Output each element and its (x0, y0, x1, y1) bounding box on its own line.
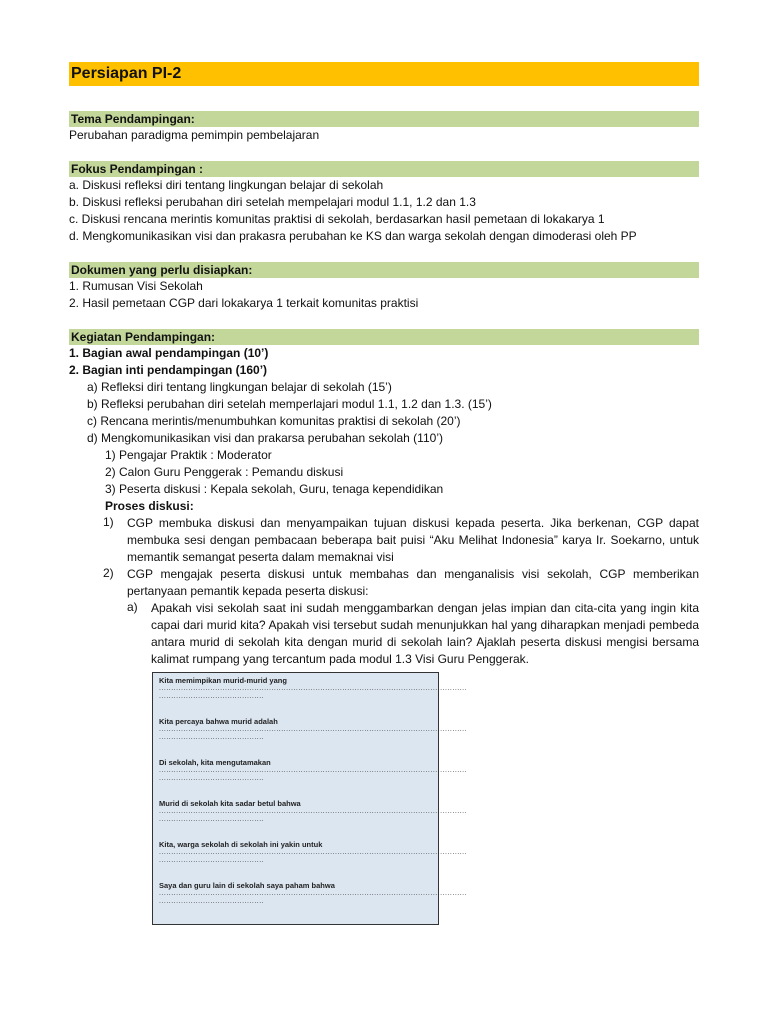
kegiatan-part-2: 2. Bagian inti pendampingan (160’) (69, 363, 268, 377)
subproses-item-a (127, 600, 699, 668)
section-heading-fokus: Fokus Pendampingan : (69, 161, 699, 177)
proses-item-2 (87, 566, 699, 600)
kegiatan-sub-c: c) Rencana merintis/menumbuhkan komunitas praktisi di sekolah (20’) (87, 414, 461, 428)
proses-item-number: 2) (103, 566, 114, 580)
proses-item-text: CGP mengajak peserta diskusi untuk membahas dan menganalisis visi sekolah, CGP memberikan pertanyaan pemantik kepada peserta diskusi: (127, 567, 699, 598)
form-item (159, 881, 468, 922)
proses-item-number: 1) (103, 515, 114, 529)
form-item-label: Saya dan guru lain di sekolah saya paham bahwa (159, 881, 335, 890)
form-item (159, 840, 468, 881)
form-blank-line: ........................................... (159, 693, 265, 700)
form-blank-line: .............................................................................................................................. (159, 767, 468, 774)
form-item (159, 758, 468, 799)
tema-text: Perubahan paradigma pemimpin pembelajaran (69, 128, 320, 142)
role-item-3: 3) Peserta diskusi : Kepala sekolah, Guru, tenaga kependidikan (105, 482, 444, 496)
proses-item-1 (87, 515, 699, 566)
role-item-1: 1) Pengajar Praktik : Moderator (105, 448, 272, 462)
form-blank-line: ........................................... (159, 898, 265, 905)
form-item-label: Di sekolah, kita mengutamakan (159, 758, 271, 767)
subproses-item-text: Apakah visi sekolah saat ini sudah menggambarkan dengan jelas impian dan cita-cita yang ingin kita capai dari murid kita? Apakah visi tersebut sudah menunjukkan hal yang diharapkan menjadi pembeda antara murid di sekolah kita dengan murid di sekolah lain? Ajaklah peserta diskusi mengisi bersama kalimat rumpang yang tercantum pada modul 1.3 Visi Guru Penggerak. (151, 601, 699, 666)
section-heading-dokumen: Dokumen yang perlu disiapkan: (69, 262, 699, 278)
kegiatan-part-1: 1. Bagian awal pendampingan (10’) (69, 346, 269, 360)
fokus-item-b: b. Diskusi refleksi perubahan diri setelah mempelajari modul 1.1, 1.2 dan 1.3 (69, 195, 476, 209)
form-blank-line: .............................................................................................................................. (159, 685, 468, 692)
dokumen-item-1: 1. Rumusan Visi Sekolah (69, 279, 203, 293)
section-heading-kegiatan: Kegiatan Pendampingan: (69, 329, 699, 345)
dokumen-item-2: 2. Hasil pemetaan CGP dari lokakarya 1 terkait komunitas praktisi (69, 296, 419, 310)
form-item (159, 676, 468, 717)
form-blank-line: .............................................................................................................................. (159, 890, 468, 897)
document-page (69, 62, 699, 668)
fokus-item-d: d. Mengkomunikasikan visi dan prakasra perubahan ke KS dan warga sekolah dengan dimoderasi oleh PP (69, 229, 637, 243)
page-title: Persiapan PI-2 (69, 62, 699, 86)
fokus-item-c: c. Diskusi rencana merintis komunitas praktisi di sekolah, berdasarkan hasil pemetaan di lokakarya 1 (69, 212, 605, 226)
form-blank-line: ........................................... (159, 734, 265, 741)
form-item-label: Kita percaya bahwa murid adalah (159, 717, 278, 726)
form-blank-line: .............................................................................................................................. (159, 726, 468, 733)
kegiatan-sub-a: a) Refleksi diri tentang lingkungan belajar di sekolah (15’) (87, 380, 392, 394)
form-blank-line: ........................................... (159, 857, 265, 864)
section-heading-tema: Tema Pendampingan: (69, 111, 699, 127)
proses-heading: Proses diskusi: (105, 499, 194, 513)
form-item-label: Kita, warga sekolah di sekolah ini yakin untuk (159, 840, 323, 849)
proses-item-text: CGP membuka diskusi dan menyampaikan tujuan diskusi kepada peserta. Jika berkenan, CGP dapat membuka sesi dengan pembacaan beberapa bait puisi “Aku Melihat Indonesia” karya Ir. Soekarno, untuk memantik semangat peserta dalam memaknai visi (127, 516, 699, 564)
form-blank-line: .............................................................................................................................. (159, 849, 468, 856)
kegiatan-sub-b: b) Refleksi perubahan diri setelah memperlajari modul 1.1, 1.2 dan 1.3. (15’) (87, 397, 492, 411)
form-item-label: Kita memimpikan murid-murid yang (159, 676, 287, 685)
form-item (159, 799, 468, 840)
form-item-label: Murid di sekolah kita sadar betul bahwa (159, 799, 301, 808)
fokus-item-a: a. Diskusi refleksi diri tentang lingkungan belajar di sekolah (69, 178, 384, 192)
form-blank-line: ........................................... (159, 775, 265, 782)
kegiatan-sub-d: d) Mengkomunikasikan visi dan prakarsa perubahan sekolah (110’) (87, 431, 443, 445)
form-blank-line: ........................................... (159, 816, 265, 823)
subproses-item-number: a) (127, 600, 138, 614)
role-item-2: 2) Calon Guru Penggerak : Pemandu diskusi (105, 465, 344, 479)
form-blank-line: .............................................................................................................................. (159, 808, 468, 815)
form-item (159, 717, 468, 758)
visi-fill-in-form (152, 672, 468, 925)
